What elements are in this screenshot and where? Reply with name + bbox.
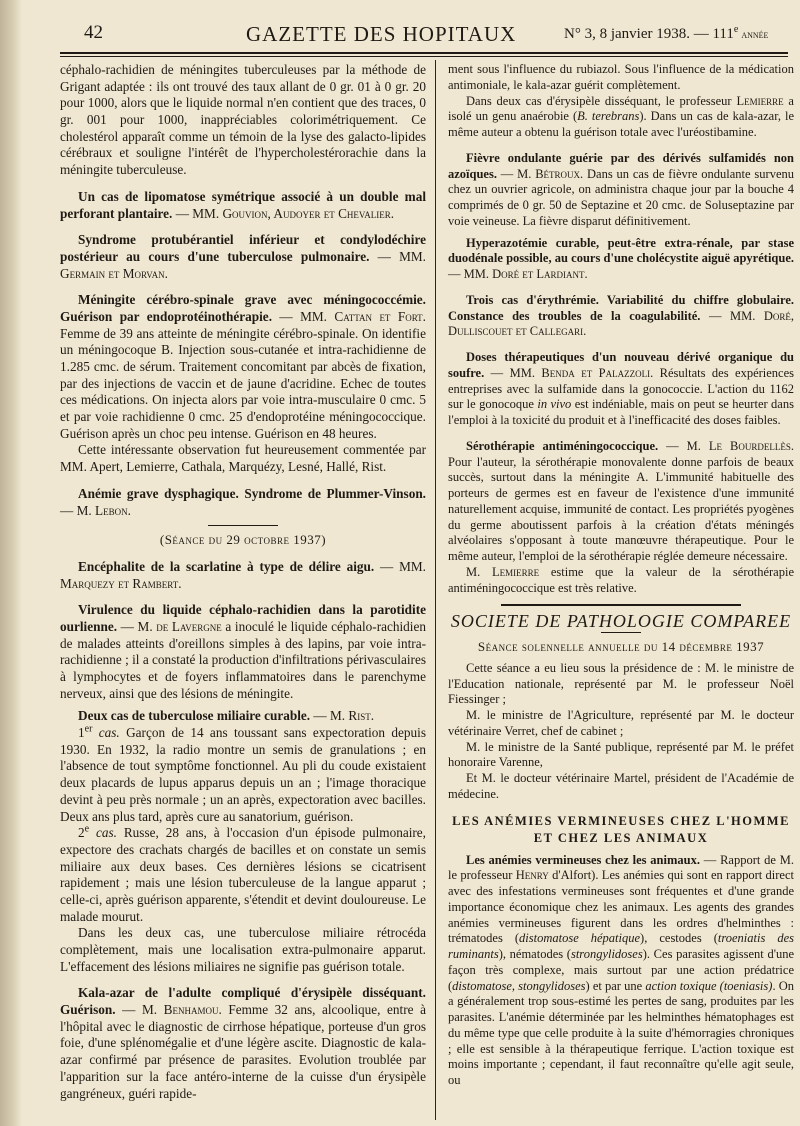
short-rule — [601, 632, 641, 633]
seance-heading: (Séance du 29 octobre 1937) — [159, 532, 327, 548]
column-divider — [435, 60, 436, 1120]
communication-entry: Hyperazotémie curable, peut-être extra-rénale, par stase duodénale possible, au cours d'une cholécystite aiguë apyrétique. — MM. Doré et Lardiant. — [448, 235, 794, 281]
paragraph: Cette intéressante observation fut heureusement commentée par MM. Apert, Lemierre, Cathala, Marquézy, Lesné, Hallé, Rist. — [60, 442, 426, 475]
communication-entry: Anémie grave dysphagique. Syndrome de Plummer-Vinson. — M. Lebon. — [60, 485, 426, 518]
header-rule — [60, 52, 788, 54]
communication-entry: Syndrome protubérantiel inférieur et condylodéchire postérieur au cours d'une tuberculose pulmonaire. — MM. Germain et Morvan. — [60, 232, 426, 281]
header-rule-thin — [60, 56, 788, 57]
communication-entry: Deux cas de tuberculose miliaire curable. — M. Rist. — [78, 708, 375, 724]
paragraph: M. Lemierre estime que la valeur de la sérothérapie antiméningococcique est très relative. — [448, 564, 794, 595]
communication-entry: Encéphalite de la scarlatine à type de délire aigu. — MM. Marquezy et Rambert. — [60, 558, 426, 591]
right-column — [448, 62, 794, 1089]
subsection-heading: ET CHEZ LES ANIMAUX — [533, 830, 709, 845]
paragraph: céphalo-rachidien de méningites tuberculeuses par la méthode de Grigant adaptée : ils ont trouvé des taux allant de 0 gr. 01 à 0 gr. 20 pour 1000, alors que le liquide normal n'en contient que des traces, 0 gr. 001 pour 1000, inappréciables colorimétriquement. Ce cholestérol apparaît comme un témoin de la lyse des galacto-lipides cérébraux et souligne l'intérêt de l'hypercholestérorachie dans la méningite tuberculeuse. — [60, 62, 426, 178]
communication-entry: Sérothérapie antiméningococcique. — M. Le Bourdellès. Pour l'auteur, la sérothérapie monovalente donne parfois de beaux succès, surtout dans la méningite A. L'immunité habituelle des porteurs de germes est en faveur de l'existence d'une immunité naturellement acquise, immunité de contact. Les propriétés pyogènes du germe aboutissent parfois à la création d'états méningés alvéolaires s'opposant à toute manœuvre thérapeutique. Pour le même auteur, l'emploi de la sérothérapie réglée demeure nécessaire. — [448, 438, 795, 563]
paragraph: Les anémies vermineuses chez les animaux. — Rapport de M. le professeur Henry d'Alfort). Les anémies qui sont en rapport direct avec des infestations vermineuses sont fréquentes et d'une grande importance économique chez les animaux. Les agents des grandes anémies vermineuses figurent dans les ordres d'helminthes : trématodes (distomatose hépatique), cestodes (troeniatis des ruminants), nématodes (strongylidoses). Ces parasites agissent d'une façon très complexe, mais surtout par une action prédatrice (distomatose, stongylidoses) et par une action toxique (toeniasis). On a généralement trop sous-estimé les pertes de sang, produites par les parasites. L'anémie déterminée par les helminthes hématophages est du même type que celle produite à la suite d'hémorragies chroniques ; elle est sensible à la thérapeutique ferrique. L'action toxique est moins importante ; cependant, il faut reconnaître qu'elle agit seule, ou — [448, 852, 795, 1087]
journal-title: GAZETTE DES HOPITAUX — [246, 22, 517, 46]
communication-entry: Fièvre ondulante guérie par des dérivés sulfamidés non azoïques. — M. Bétroux. Dans un cas de fièvre ondulante survenu chez un ouvrier agricole, on administra chaque jour par la bouche 4 comprimés de 0 gr. 50 de Septazine et 20 cmc. de Soluseptazine par voie veineuse. La fièvre disparut définitivement. — [448, 150, 794, 228]
page-binding-shadow — [0, 0, 22, 1126]
communication-entry: Un cas de lipomatose symétrique associé à un double mal perforant plantaire. — MM. Gouvion, Audoyer et Chevalier. — [60, 188, 426, 221]
section-separator — [208, 525, 278, 526]
communication-entry: Méningite cérébro-spinale grave avec méningococcémie. Guérison par endoprotéinothérapie. — MM. Cattan et Fort. Femme de 39 ans atteinte de méningite cérébro-spinale. On identifie un méningocoque B. Injection sous-cutanée et intra-rachidienne de 1.285 cmc. de sérum. Traitement concomitant par abcès de fixation, par des injections de vaccin et de jaune d'acridine. Echec de toutes ces médications. On injecta alors par voie intra-musculaire 0 cmc. 5 et par voie rachidienne 0 cmc. 25 d'endoprotéine méningococcique. Guérison après un choc peu intense. Guérison en 48 heures. — [60, 292, 426, 441]
paragraph: Cette séance a eu lieu sous la présidence de : M. le ministre de l'Education nationale, représenté par M. le professeur Noël Fiessinger ; — [448, 660, 794, 707]
page-number: 42 — [84, 22, 103, 43]
case-paragraph: 1er cas. Garçon de 14 ans toussant sans expectoration depuis 1930. En 1932, la radio montre un semis de granulations ; en l'absence de tout symptôme fonctionnel. Au pli du coude existaient deux placards de lupus apparus depuis un an ; l'image thoracique devint à peu près normale ; un an après, expectoration avec bacilles. Deux ans plus tard, après cure au sanatorium, guérison. — [60, 723, 426, 824]
paragraph: M. le ministre de la Santé publique, représenté par M. le préfet honoraire Varenne, — [448, 739, 794, 770]
communication-entry: Trois cas d'érythrémie. Variabilité du chiffre globulaire. Constance des troubles de la coagulabilité. — MM. Doré, Dulliscouet et Callegari. — [448, 292, 794, 339]
society-heading: SOCIETE DE PATHOLOGIE COMPAREE — [450, 611, 792, 632]
running-header — [40, 22, 800, 44]
case-paragraph: 2e cas. Russe, 28 ans, à l'occasion d'un épisode pulmonaire, expectore des crachats chargés de bacilles et on constate un semis miliaire aux deux bases. Ces dernières lésions se cicatrisent rapidement ; mais une lésion tuberculeuse de la langue apparut ; celle-ci, après guérison apparente, s'étendit et devint douloureuse. Le malade mourut. — [60, 823, 426, 924]
left-column — [60, 62, 426, 1102]
subsection-heading: LES ANÉMIES VERMINEUSES CHEZ L'HOMME — [452, 813, 790, 828]
paragraph: Et M. le docteur vétérinaire Martel, président de l'Académie de médecine. — [448, 771, 794, 801]
issue-info: N° 3, 8 janvier 1938. — 111e année — [564, 24, 769, 42]
communication-entry: Doses thérapeutiques d'un nouveau dérivé organique du soufre. — MM. Benda et Palazzoli. Résultats des expériences entreprises avec la sulfamide dans la gonococcie. L'action du 1162 sur le gonocoque in vivo est indéniable, mais on peut se heurter dans l'emploi à la toxicité du produit et à l'inefficacité des doses faibles. — [448, 350, 795, 427]
paragraph: Dans deux cas d'érysipèle disséquant, le professeur Lemierre a isolé un genu anaérobie (B. terebrans). Dans un cas de kala-azar, le même auteur a obtenu la guérison totale avec l'uréostibamine. — [448, 93, 795, 139]
section-rule — [501, 604, 741, 606]
seance-heading: Séance solennelle annuelle du 14 décembre 1937 — [477, 639, 765, 654]
communication-entry: Kala-azar de l'adulte compliqué d'érysipèle disséquant. Guérison. — M. Benhamou. Femme 32 ans, alcoolique, entre à l'hôpital avec le diagnostic de cirrhose hépatique, porteuse d'un gros foie, d'une splénomégalie et d'une légère ascite. Diagnostic de kala-azar confirmé par présence de parasites. Evolution troublée par l'apparition sur la face antéro-interne de la cuisse d'un érysipèle gangréneux, guéri rapide- — [60, 985, 426, 1101]
paragraph: ment sous l'influence du rubiazol. Sous l'influence de la médication antimoniale, le kala-azar guérit complètement. — [448, 62, 794, 92]
paragraph: Dans les deux cas, une tuberculose miliaire rétrocéda complètement, mais une localisation extra-pulmonaire apparut. L'effacement des lésions miliaires ne signifie pas guérison totale. — [60, 925, 426, 974]
communication-entry: Virulence du liquide céphalo-rachidien dans la parotidite ourlienne. — M. de Lavergne a inoculé le liquide céphalo-rachidien de malades atteints d'oreillons simples à des lapins, par voie intra-rachidienne ; il a constaté la production d'infiltrations périvasculaires à lymphocytes et de foyers inflammatoires dans le parenchyme nerveux, ainsi que des lésions de méningite. — [60, 602, 426, 701]
paragraph: M. le ministre de l'Agriculture, représenté par M. le docteur vétérinaire Verret, chef de cabinet ; — [448, 708, 794, 738]
